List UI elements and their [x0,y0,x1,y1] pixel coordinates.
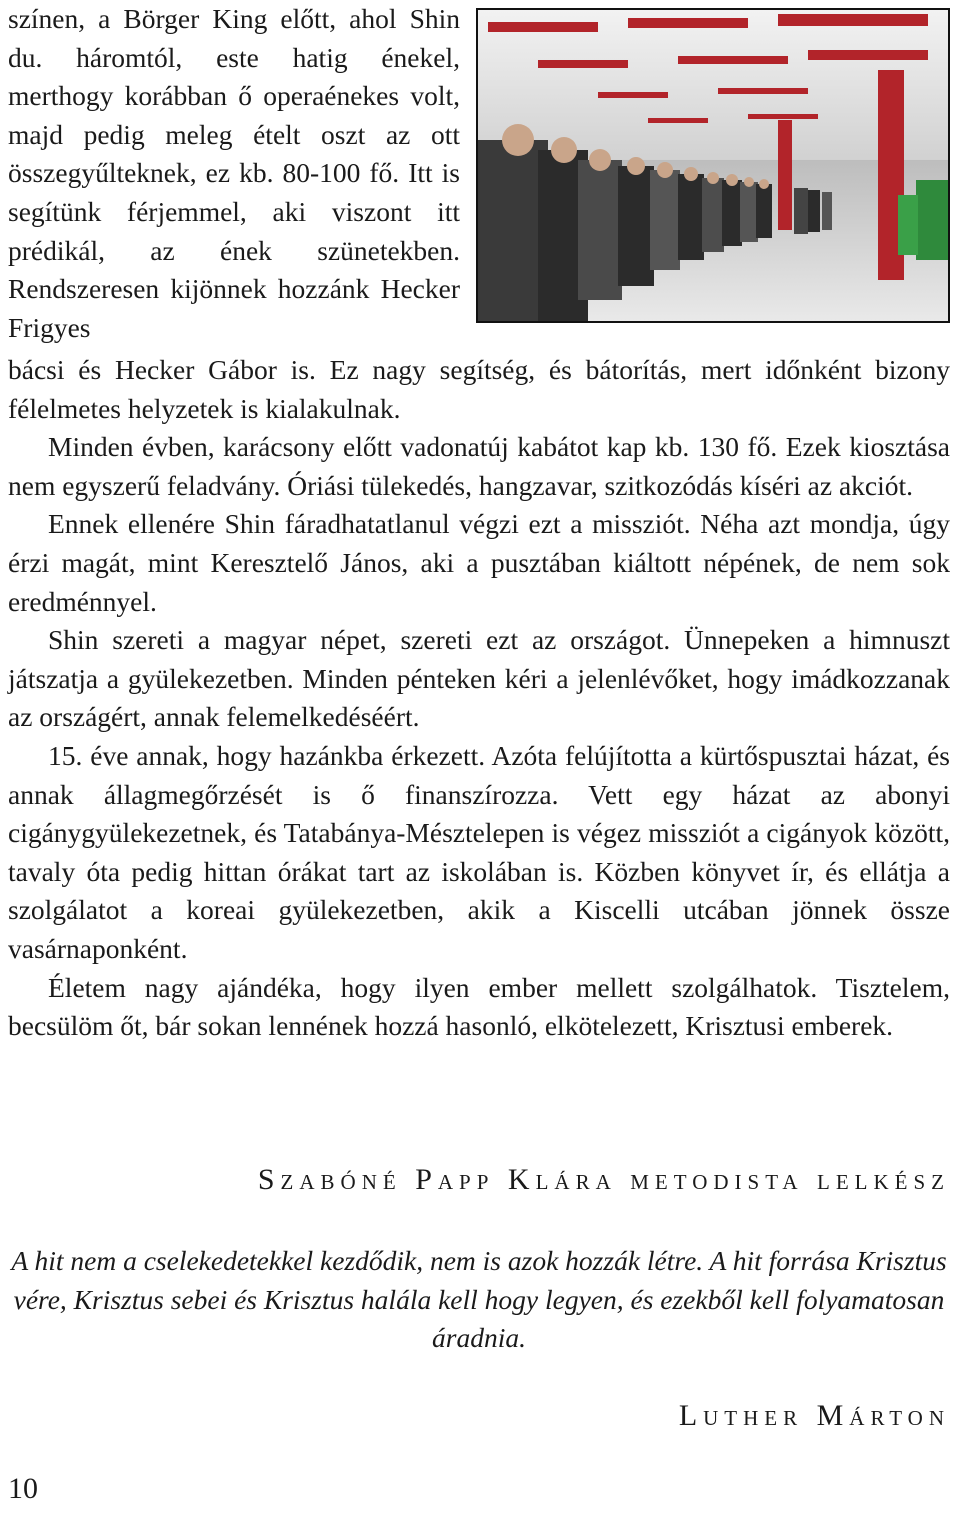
luther-quote: A hit nem a cselekedetekkel kezdődik, nem is azok hozzák létre. A hit forrása Krisztus vére, Krisztus sebei és Krisztus halála kell hogy legyen, és ezekből kell folyamatosan áradnia. [11,1245,947,1354]
body-text [8,351,950,1046]
quote-author: Luther Márton [678,1399,950,1432]
intro-paragraph: színen, a Börger King előtt, ahol Shin du. háromtól, este hatig énekel, merthogy korábban ő operaénekes volt, majd pedig meleg ételt oszt az ott összegyűlteknek, ez kb. 80-100 fő. Itt is segítünk férjemmel, aki viszont itt prédikál, az ének szünetekben. Rendszeresen kijönnek hozzánk Hecker Frigyes [8,3,460,343]
intro-text-block [8,0,460,347]
author-signature: Szabóné Papp Klára metodista lelkész [257,1163,950,1196]
paragraph: 15. éve annak, hogy hazánkba érkezett. Azóta felújította a kürtőspusztai házat, és annak állagmegőrzését is ő finanszírozza. Vett egy házat az abonyi cigánygyülekezetnek, és Tatabánya-Mésztelepen is végez missziót a cigányok között, tavaly óta pedig hittan órákat tart az iskolában is. Közben könyvet ír, és ellátja a szolgálatot a koreai gyülekezetben, akik a Kiscelli utcában jönnek össze vasárnaponként. [8,739,950,964]
paragraph: Ennek ellenére Shin fáradhatatlanul végzi ezt a missziót. Néha azt mondja, úgy érzi magát, mint Keresztelő János, aki a pusztában kiáltott népének, de nem sok eredménnyel. [8,508,950,617]
paragraph: Minden évben, karácsony előtt vadonatúj kabátot kap kb. 130 fő. Ezek kiosztása nem egyszerű feladvány. Óriási tülekedés, hangzavar, szitkozódás kíséri az akciót. [8,431,950,501]
photo-illustration [478,10,948,321]
paragraph: bácsi és Hecker Gábor is. Ez nagy segítség, és bátorítás, mert időnként bizony félelmetes helyzetek is kialakulnak. [8,354,950,424]
paragraph: Életem nagy ajándéka, hogy ilyen ember mellett szolgálhatok. Tisztelem, becsülöm őt, bár sokan lennének hozzá hasonló, elkötelezett, Krisztusi emberek. [8,971,950,1042]
paragraph: Shin szereti a magyar népet, szereti ezt az országot. Ünnepeken a himnuszt játszatja a gyülekezetben. Minden pénteken kéri a jelenlévőket, hogy imádkozzanak az országért, annak felemelkedéséért. [8,624,950,733]
photo-queue-underpass [476,8,950,323]
page-number: 10 [8,1472,38,1505]
